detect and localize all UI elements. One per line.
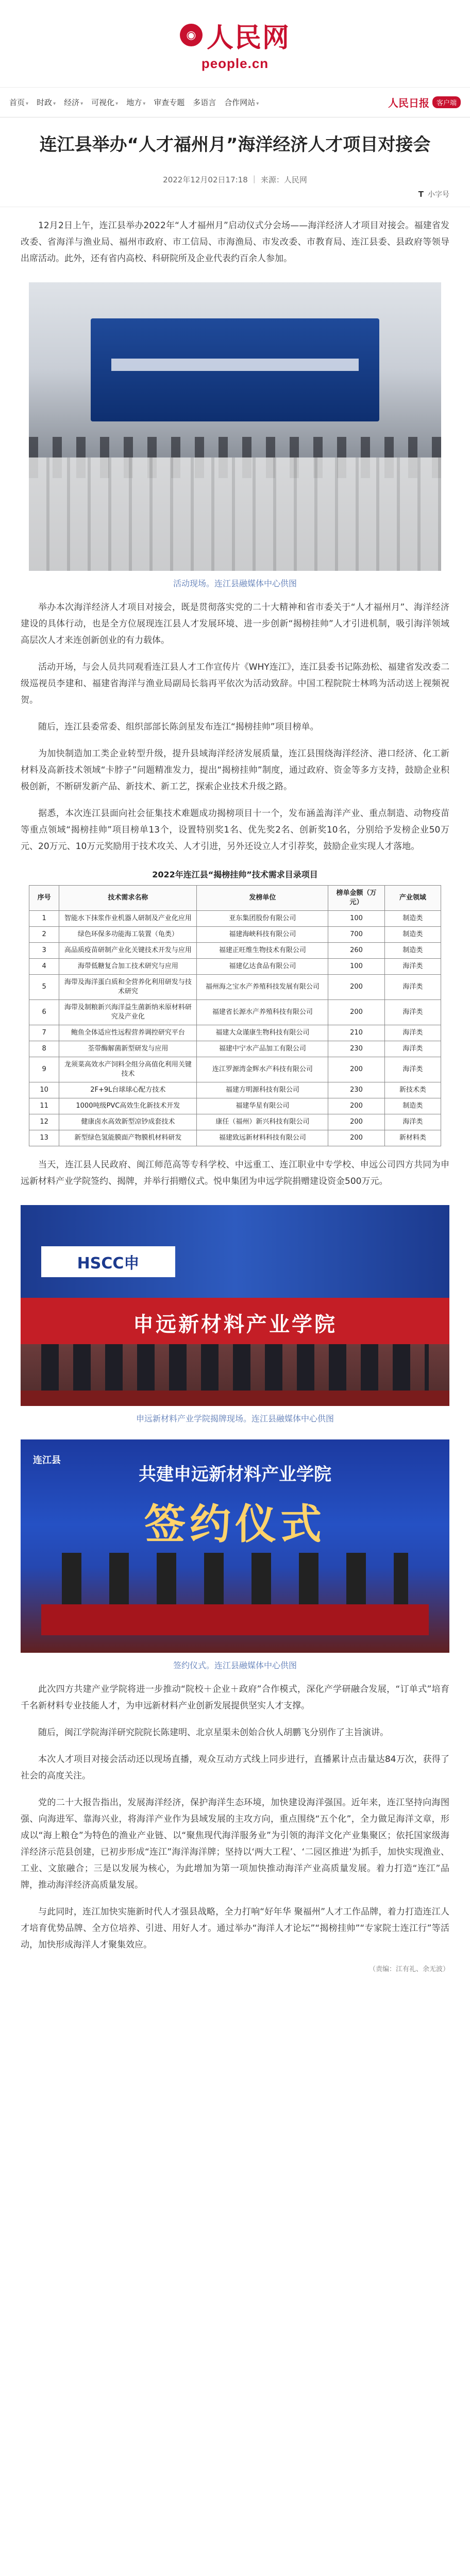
- table-header-row: [29, 886, 441, 911]
- table-row: [29, 1114, 441, 1130]
- table-cell: 福建亿达食品有限公司: [197, 959, 328, 975]
- table-row: [29, 1130, 441, 1146]
- event-photo: [29, 282, 441, 571]
- table-cell: 连江罗源湾金辉水产科技有限公司: [197, 1057, 328, 1082]
- paragraph: 与此同时，连江加快实施新时代人才强县战略，全力打响“好年华 聚福州”人才工作品牌，着力打造连江人才培育优势品牌、全方位培养、引进、用好人才。通过举办“海洋人才论坛”“揭榜挂帅”“专家院士连江行”等活动，加快形成海洋人才聚集效应。: [21, 1907, 449, 1950]
- logo-domain: people.cn: [201, 55, 269, 71]
- table-header: 榜单金额（万元）: [328, 886, 384, 911]
- article-source[interactable]: 来源：人民网: [260, 175, 307, 184]
- article-body: [0, 217, 470, 1953]
- nav-item-partners[interactable]: 合作网站 ▾: [224, 98, 259, 107]
- table-cell: 200: [328, 1098, 384, 1114]
- table-cell: 海洋类: [384, 1041, 441, 1057]
- table-cell: 海洋类: [384, 1114, 441, 1130]
- signing-ceremony-photo: [21, 1439, 449, 1653]
- stage-screen: [91, 318, 379, 421]
- table-cell: 福建海峡科技有限公司: [197, 927, 328, 943]
- paragraph: 随后，连江县委常委、组织部部长陈剑星发布连江“揭榜挂帅”项目榜单。: [38, 722, 319, 732]
- table-cell: 200: [328, 1114, 384, 1130]
- chevron-down-icon: ▾: [26, 101, 29, 107]
- table-header: 产业领域: [384, 886, 441, 911]
- meta-separator: |: [253, 174, 256, 183]
- site-logo[interactable]: [180, 16, 290, 72]
- table-cell: 200: [328, 1000, 384, 1025]
- table-cell: 海带及海洋蛋白质和全营养化利用研发与技术研究: [59, 975, 197, 1000]
- table-cell: 龙须菜高效水产饲料全组分高值化利用关键技术: [59, 1057, 197, 1082]
- nav-item-politics[interactable]: 时政 ▾: [37, 98, 56, 107]
- chevron-down-icon: ▾: [256, 101, 259, 107]
- table-cell: 荃带酶解菌新型研发与应用: [59, 1041, 197, 1057]
- photo-logo: HSCC申: [41, 1246, 175, 1277]
- table-cell: 230: [328, 1041, 384, 1057]
- photo-chairs: [29, 457, 441, 571]
- table-cell: 鲍鱼全体适应性远程营养调控研究平台: [59, 1025, 197, 1041]
- table-cell: 海洋类: [384, 1025, 441, 1041]
- photo-banner-title: 申远新材料产业学院: [133, 1313, 337, 1336]
- app-tag: 客户端: [432, 96, 461, 108]
- table-header: 序号: [29, 886, 59, 911]
- table-cell: 700: [328, 927, 384, 943]
- table-cell: 9: [29, 1057, 59, 1082]
- article-meta: [0, 174, 470, 185]
- table-cell: 260: [328, 943, 384, 959]
- table-row: [29, 975, 441, 1000]
- table-cell: 200: [328, 975, 384, 1000]
- table-cell: 福建大众谨康生物科技有限公司: [197, 1025, 328, 1041]
- table-row: [29, 927, 441, 943]
- table-cell: 制造类: [384, 1098, 441, 1114]
- nav-item-special[interactable]: 审查专题: [154, 98, 185, 107]
- table-cell: 8: [29, 1041, 59, 1057]
- paragraph: 当天，连江县人民政府、闽江师范高等专科学校、中远重工、连江职业中专学校、申远公司四方共同为申远新材料产业学院签约、揭牌，并举行捐赠仪式。悦申集团为申远学院捐赠建设资金500万元。: [21, 1160, 449, 1187]
- table-cell: 福建中宁水产品加工有限公司: [197, 1041, 328, 1057]
- paragraph: 据悉，本次连江县面向社会征集技术难题成功揭榜项目十一个，发布涵盖海洋产业、重点制造、动物疫苗等重点领域“揭榜挂帅”项目榜单13个，设置特别奖1名、优先奖2名、创新奖10名，分别给予发榜企业50万元、20万元、10万元奖励用于技术攻关、人才引进，另外还设立人才引荐奖，鼓励企业实现人才落地。: [21, 808, 449, 852]
- nav-item-local[interactable]: 地方 ▾: [126, 98, 146, 107]
- table-row: [29, 1057, 441, 1082]
- table-cell: 100: [328, 911, 384, 927]
- article-tools: [0, 189, 470, 207]
- table-cell: 海洋类: [384, 1000, 441, 1025]
- table-row: [29, 1041, 441, 1057]
- table-cell: 12: [29, 1114, 59, 1130]
- table-cell: 新技术类: [384, 1082, 441, 1098]
- table-cell: 福建方明源科技有限公司: [197, 1082, 328, 1098]
- paragraph: 举办本次海洋经济人才项目对接会，既是贯彻落实党的二十大精神和省市委关于“人才福州月”、海洋经济建设的具体行动，也是全方位展现连江县人才发展环境、进一步创新“揭榜挂帅”人才引进机制，吸引海洋领域高层次人才来连创新创业的有力载体。: [21, 602, 449, 646]
- nav-item-economy[interactable]: 经济 ▾: [64, 98, 83, 107]
- table-cell: 智能水下抹浆作业机器人研制及产业化应用: [59, 911, 197, 927]
- chevron-down-icon: ▾: [53, 101, 56, 107]
- table-cell: 2: [29, 927, 59, 943]
- table-title: 2022年连江县“揭榜挂帅”技术需求目录项目: [152, 870, 318, 879]
- table-cell: 康任（福州）新兴科技有限公司: [197, 1114, 328, 1130]
- table-row: [29, 943, 441, 959]
- table-cell: 7: [29, 1025, 59, 1041]
- paragraph: 此次四方共建产业学院将进一步推动“院校＋企业＋政府”合作模式，深化产学研融合发展，“订单式”培育千名新材料专业技能人才，为申远新材料产业创新发展提供坚实人才支撑。: [21, 1684, 449, 1711]
- table-cell: 福建致远新材料科技有限公司: [197, 1130, 328, 1146]
- table-cell: 海带及制粮新兴海洋益生菌新纳米原材料研究及产业化: [59, 1000, 197, 1025]
- table-cell: 3: [29, 943, 59, 959]
- main-nav: [0, 88, 470, 117]
- project-table: [29, 885, 441, 1146]
- table-row: [29, 1082, 441, 1098]
- table-body: [29, 911, 441, 1146]
- table-cell: 高品质疫苗研制产业化关键技术开发与应用: [59, 943, 197, 959]
- app-brand: 人民日报: [388, 97, 429, 109]
- paragraph: 随后，闽江学院海洋研究院院长陈建明、北京星渠未创始合伙人胡鹏飞分别作了主旨演讲。: [38, 1727, 389, 1738]
- table-cell: 福建正旺维生物技术有限公司: [197, 943, 328, 959]
- table-cell: 6: [29, 1000, 59, 1025]
- chevron-down-icon: ▾: [115, 101, 119, 107]
- photo-table: [41, 1604, 429, 1635]
- table-cell: 制造类: [384, 927, 441, 943]
- table-cell: 海洋类: [384, 975, 441, 1000]
- table-cell: 海洋类: [384, 1057, 441, 1082]
- table-cell: 绿色环保多功能海工装置（龟类）: [59, 927, 197, 943]
- table-cell: 210: [328, 1025, 384, 1041]
- photo-caption: 申远新材料产业学院揭牌现场。连江县融媒体中心供图: [136, 1414, 334, 1423]
- table-cell: 200: [328, 1057, 384, 1082]
- site-header: [0, 0, 470, 88]
- photo-logo: 连江县: [33, 1455, 61, 1466]
- table-cell: 福州海之宝水产养殖科技发展有限公司: [197, 975, 328, 1000]
- table-cell: 13: [29, 1130, 59, 1146]
- table-cell: 10: [29, 1082, 59, 1098]
- table-cell: 1000吨级PVC高效生化新技术开发: [59, 1098, 197, 1114]
- table-cell: 4: [29, 959, 59, 975]
- photo-banner-subtitle: 签约仪式: [144, 1500, 326, 1548]
- article-date: 2022年12月02日17:18: [163, 175, 248, 184]
- logo-emblem-icon: ◉: [180, 24, 203, 46]
- paragraph: 活动开场，与会人员共同观看连江县人才工作宣传片《WHY连江》，连江县委书记陈劲松、福建省发改委二级巡视员李建和、福建省海洋与渔业局副局长翁再平依次为活动致辞。中国工程院院士林鸣为活动送上视频祝贺。: [21, 662, 449, 705]
- table-cell: 健康卤水高效新型凉钞成套技术: [59, 1114, 197, 1130]
- app-promo[interactable]: [388, 95, 461, 110]
- table-cell: 海洋类: [384, 959, 441, 975]
- article: [0, 117, 470, 1973]
- photo-caption: 活动现场。连江县融媒体中心供图: [173, 579, 297, 588]
- chevron-down-icon: ▾: [143, 101, 146, 107]
- table-cell: 5: [29, 975, 59, 1000]
- table-cell: 新材料类: [384, 1130, 441, 1146]
- paragraph: 为加快制造加工类企业转型升级，提升县域海洋经济发展质量，连江县围绕海洋经济、港口经济、化工新材料及高新技术领域“卡脖子”问题精准发力，提出“揭榜挂帅”制度，通过政府、资金等多方支持，鼓励企业积极创新，不断研发新产品、新技术、新工艺，探索企业技术升级之路。: [21, 749, 449, 792]
- nav-item-home[interactable]: 首页 ▾: [9, 98, 29, 107]
- table-row: [29, 959, 441, 975]
- font-size-icon[interactable]: T: [418, 190, 424, 199]
- photo-floor: [21, 1391, 449, 1406]
- table-cell: 福建省长源水产养殖科技有限公司: [197, 1000, 328, 1025]
- font-size-label[interactable]: 小字号: [428, 191, 449, 199]
- paragraph: 党的二十大报告指出，发展海洋经济，保护海洋生态环境，加快建设海洋强国。近年来，连江坚持向海图强、向海进军、靠海兴业，将海洋产业作为县域发展的主攻方向，重点围绕“五个化”，全力做足海洋文章，形成以“海上粮仓”为特色的渔业产业链、以“聚焦现代海洋服务业”为引领的海洋文化产业集聚区；依托国家级海洋经济示范县创建，已初步形成“连江”海洋海洋牌；坚持以‘两大工程’、‘二园区推进’为抓手，加快实现渔业、工业、文旅融合；三是以发展为核心，为此增加为第一项加快推动海洋产业高质量发展。着力打造“连江”品牌，推动海洋经济高质量发展。: [21, 1798, 449, 1890]
- table-row: [29, 1000, 441, 1025]
- table-row: [29, 1025, 441, 1041]
- table-cell: 2F+9L台球球心配方技术: [59, 1082, 197, 1098]
- photo-caption: 签约仪式。连江县融媒体中心供图: [173, 1660, 297, 1670]
- paragraph: 12月2日上午，连江县举办2022年“人才福州月”启动仪式分会场——海洋经济人才项目对接会。福建省发改委、省海洋与渔业局、福州市政府、市工信局、市海渔局、市发改委、市教育局、连江县委、县政府等领导出席活动。此外，还有省内高校、科研院所及企业代表约百余人参加。: [21, 221, 449, 264]
- table-row: [29, 1098, 441, 1114]
- table-row: [29, 911, 441, 927]
- table-cell: 海带低糖复合加工技术研究与应用: [59, 959, 197, 975]
- table-cell: 新型绿色氢能膜面产物膜机材料研发: [59, 1130, 197, 1146]
- nav-item-languages[interactable]: 多语言: [193, 98, 216, 107]
- table-header: 技术需求名称: [59, 886, 197, 911]
- table-cell: 制造类: [384, 943, 441, 959]
- table-cell: 亚东集团股份有限公司: [197, 911, 328, 927]
- table-cell: 100: [328, 959, 384, 975]
- logo-text: 人民网: [206, 22, 290, 54]
- paragraph: 本次人才项目对接会活动还以现场直播，观众互动方式线上同步进行，直播累计点击量达84万次，获得了社会的高度关注。: [21, 1754, 449, 1781]
- photo-banner-title: 共建申远新材料产业学院: [139, 1464, 331, 1485]
- stage-banner: [111, 359, 359, 371]
- nav-item-visual[interactable]: 可视化 ▾: [91, 98, 119, 107]
- table-cell: 230: [328, 1082, 384, 1098]
- editor-note: （责编：江有礼、余无波）: [368, 1965, 449, 1973]
- table-cell: 200: [328, 1130, 384, 1146]
- academy-unveiling-photo: [21, 1205, 449, 1406]
- chevron-down-icon: ▾: [80, 101, 83, 107]
- table-header: 发榜单位: [197, 886, 328, 911]
- article-title: 连江县举办“人才福州月”海洋经济人才项目对接会: [39, 134, 431, 155]
- table-cell: 福建华星有限公司: [197, 1098, 328, 1114]
- table-cell: 制造类: [384, 911, 441, 927]
- table-cell: 11: [29, 1098, 59, 1114]
- table-cell: 1: [29, 911, 59, 927]
